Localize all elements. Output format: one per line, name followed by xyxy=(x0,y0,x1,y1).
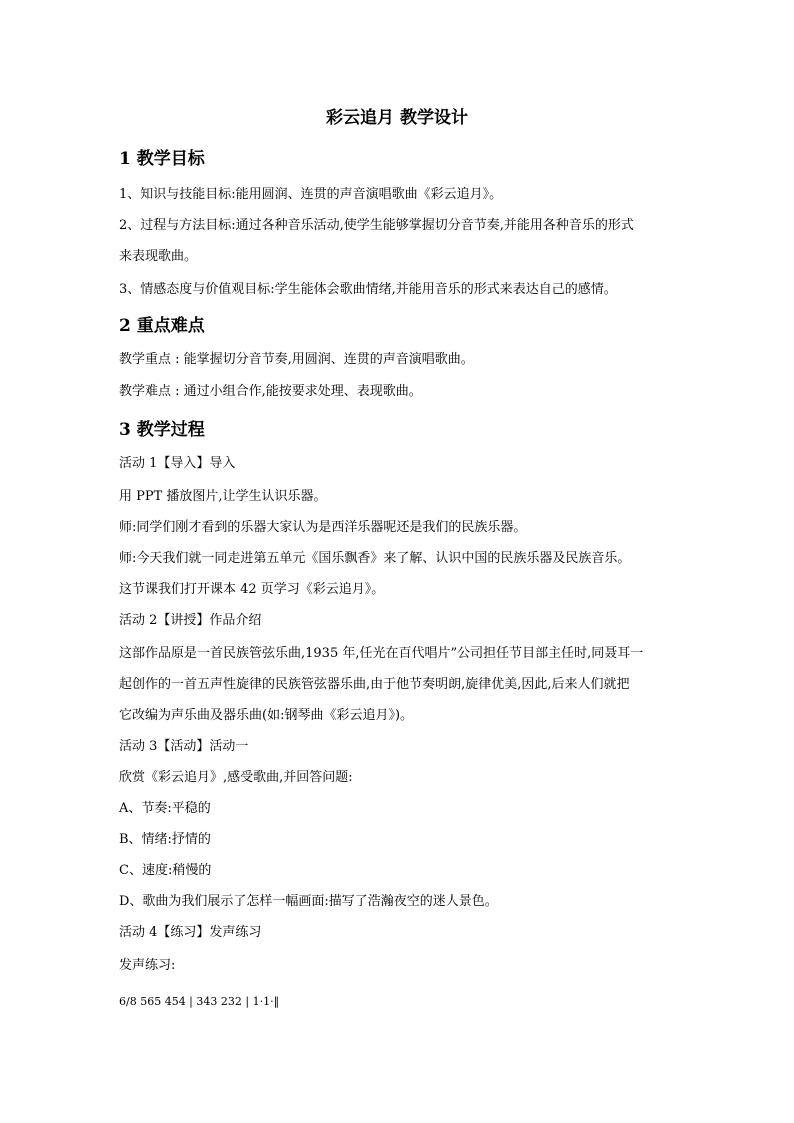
paragraph-line: 用 PPT 播放图片,让学生认识乐器。 xyxy=(119,489,327,504)
paragraph-line: A、节奏:平稳的 xyxy=(119,801,211,816)
paragraph-line: 发声练习: xyxy=(119,958,176,973)
paragraph-line: 师:同学们刚才看到的乐器大家认为是西洋乐器呢还是我们的民族乐器。 xyxy=(119,520,527,535)
paragraph-line: 这部作品原是一首民族管弦乐曲,1935 年,任光在百代唱片”公司担任节目部主任时,同聂耳一 xyxy=(119,646,644,661)
section-heading-objectives: 1 教学目标 xyxy=(119,149,205,169)
paragraph-line: 2、过程与方法目标:通过各种音乐活动,使学生能够掌握切分音节奏,并能用各种音乐的形式 xyxy=(119,218,634,233)
notation-line: 6/8 565 454 | 343 232 | 1·1·‖ xyxy=(119,995,280,1008)
paragraph-line: 1、知识与技能目标:能用圆润、连贯的声音演唱歌曲《彩云追月》。 xyxy=(119,187,503,202)
paragraph-line: 3、情感态度与价值观目标:学生能体会歌曲情绪,并能用音乐的形式来表达自己的感情。 xyxy=(119,282,617,297)
paragraph-line: 起创作的一首五声性旋律的民族管弦器乐曲,由于他节奏明朗,旋律优美,因此,后来人们就把 xyxy=(119,677,630,692)
paragraph-line: 活动 2【讲授】作品介绍 xyxy=(119,613,262,628)
paragraph-line: C、速度:稍慢的 xyxy=(119,863,212,878)
paragraph-line: 教学难点 : 通过小组合作,能按要求处理、表现歌曲。 xyxy=(119,384,422,399)
paragraph-line: 师:今天我们就一同走进第五单元《国乐飘香》来了解、认识中国的民族乐器及民族音乐。 xyxy=(119,551,631,566)
paragraph-line: 活动 1【导入】导入 xyxy=(119,456,236,471)
paragraph-line: 它改编为声乐曲及器乐曲(如:钢琴曲《彩云追月》)。 xyxy=(119,708,414,723)
document-title: 彩云追月 教学设计 xyxy=(326,108,468,128)
paragraph-line: B、情绪:抒情的 xyxy=(119,832,211,847)
paragraph-line: 活动 4【练习】发声练习 xyxy=(119,925,262,940)
paragraph-line: D、歌曲为我们展示了怎样一幅画面:描写了浩瀚夜空的迷人景色。 xyxy=(119,894,498,909)
paragraph-line: 教学重点 : 能掌握切分音节奏,用圆润、连贯的声音演唱歌曲。 xyxy=(119,352,474,367)
paragraph-line: 来表现歌曲。 xyxy=(119,249,198,264)
section-heading-process: 3 教学过程 xyxy=(119,420,205,440)
paragraph-line: 活动 3【活动】活动一 xyxy=(119,739,249,754)
paragraph-line: 欣赏《彩云追月》,感受歌曲,并回答问题: xyxy=(119,770,353,785)
section-heading-key-points: 2 重点难点 xyxy=(119,316,205,336)
paragraph-line: 这节课我们打开课本 42 页学习《彩云追月》。 xyxy=(119,582,385,597)
